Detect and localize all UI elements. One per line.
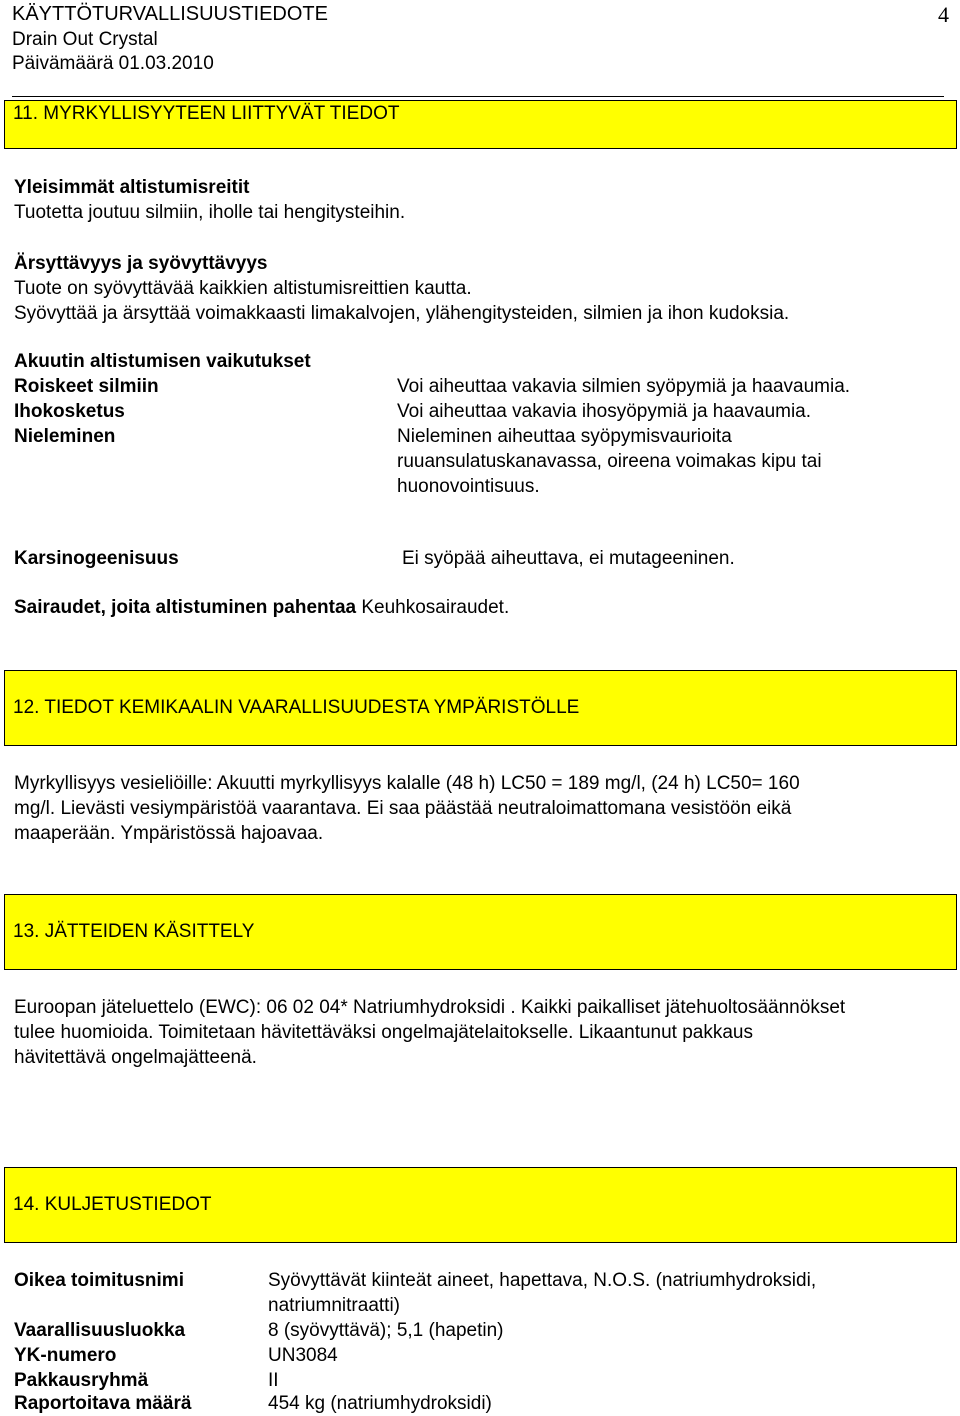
exposure-heading: Yleisimmät altistumisreitit	[14, 177, 250, 198]
transport-value-reportable-quantity: 454 kg (natriumhydroksidi)	[268, 1393, 492, 1414]
transport-label-packing-group: Pakkausryhmä	[14, 1370, 149, 1391]
section-14-bar	[4, 1167, 957, 1243]
disposal-line2: tulee huomioida. Toimitetaan hävitettäväksi ongelmajätelaitokselle. Likaantunut pakkaus	[14, 1022, 753, 1043]
ecotox-line2: mg/l. Lievästi vesiympäristöä vaarantava. Ei saa päästää neutraloimattomana vesistöön eikä	[14, 798, 792, 819]
transport-label-reportable-quantity: Raportoitava määrä	[14, 1393, 192, 1414]
transport-label-un-number: YK-numero	[14, 1345, 117, 1366]
transport-label-hazard-class: Vaarallisuusluokka	[14, 1320, 186, 1341]
header-divider	[12, 96, 944, 97]
section-13-title: 13. JÄTTEIDEN KÄSITTELY	[13, 921, 255, 942]
transport-value-shipping-name-cont: natriumnitraatti)	[268, 1295, 400, 1316]
transport-value-packing-group: II	[268, 1370, 279, 1391]
irritation-heading: Ärsyttävyys ja syövyttävyys	[14, 253, 268, 274]
acute-value-skin: Voi aiheuttaa vakavia ihosyöpymiä ja haavaumia.	[397, 401, 812, 422]
ecotox-line3: maaperään. Ympäristössä hajoavaa.	[14, 823, 324, 844]
aggravated-diseases-label: Sairaudet, joita altistuminen pahentaa	[14, 597, 357, 618]
transport-value-shipping-name: Syövyttävät kiinteät aineet, hapettava, N.O.S. (natriumhydroksidi,	[268, 1270, 817, 1291]
transport-value-hazard-class: 8 (syövyttävä); 5,1 (hapetin)	[268, 1320, 504, 1341]
transport-value-un-number: UN3084	[268, 1345, 338, 1366]
section-12-bar	[4, 670, 957, 746]
carcinogenicity-value: Ei syöpää aiheuttava, ei mutageeninen.	[402, 548, 735, 569]
disposal-line1: Euroopan jäteluettelo (EWC): 06 02 04* Natriumhydroksidi . Kaikki paikalliset jätehuoltosäännökset	[14, 997, 846, 1018]
document-title: KÄYTTÖTURVALLISUUSTIEDOTE	[12, 3, 328, 25]
product-name: Drain Out Crystal	[12, 29, 158, 50]
transport-label-shipping-name: Oikea toimitusnimi	[14, 1270, 184, 1291]
section-14-title: 14. KULJETUSTIEDOT	[13, 1194, 212, 1215]
irritation-text-line1: Tuote on syövyttävää kaikkien altistumisreittien kautta.	[14, 278, 472, 299]
carcinogenicity-label: Karsinogeenisuus	[14, 548, 179, 569]
acute-label-skin: Ihokosketus	[14, 401, 125, 422]
aggravated-diseases-value: Keuhkosairaudet.	[361, 597, 510, 618]
acute-value-swallow-cont1: ruuansulatuskanavassa, oireena voimakas kipu tai	[397, 451, 822, 472]
section-11-title: 11. MYRKYLLISYYTEEN LIITTYVÄT TIEDOT	[13, 103, 400, 124]
acute-value-swallow-cont2: huonovointisuus.	[397, 476, 540, 497]
acute-value-eyes: Voi aiheuttaa vakavia silmien syöpymiä ja haavaumia.	[397, 376, 851, 397]
ecotox-line1: Myrkyllisyys vesieliöille: Akuutti myrkyllisyys kalalle (48 h) LC50 = 189 mg/l, (24 h) LC50= 160	[14, 773, 800, 794]
acute-label-eyes: Roiskeet silmiin	[14, 376, 159, 397]
acute-label-swallow: Nieleminen	[14, 426, 116, 447]
irritation-text-line2: Syövyttää ja ärsyttää voimakkaasti limakalvojen, ylähengitysteiden, silmien ja ihon kudoksia.	[14, 303, 790, 324]
aggravated-diseases	[14, 595, 509, 620]
section-13-bar	[4, 894, 957, 970]
section-12-title: 12. TIEDOT KEMIKAALIN VAARALLISUUDESTA YMPÄRISTÖLLE	[13, 697, 580, 718]
page-number: 4	[938, 2, 949, 27]
disposal-line3: hävitettävä ongelmajätteenä.	[14, 1047, 257, 1068]
acute-effects-heading: Akuutin altistumisen vaikutukset	[14, 351, 311, 372]
document-date: Päivämäärä 01.03.2010	[12, 53, 214, 74]
section-11-bar	[4, 100, 957, 149]
acute-value-swallow: Nieleminen aiheuttaa syöpymisvaurioita	[397, 426, 732, 447]
exposure-text: Tuotetta joutuu silmiin, iholle tai hengitysteihin.	[14, 202, 406, 223]
